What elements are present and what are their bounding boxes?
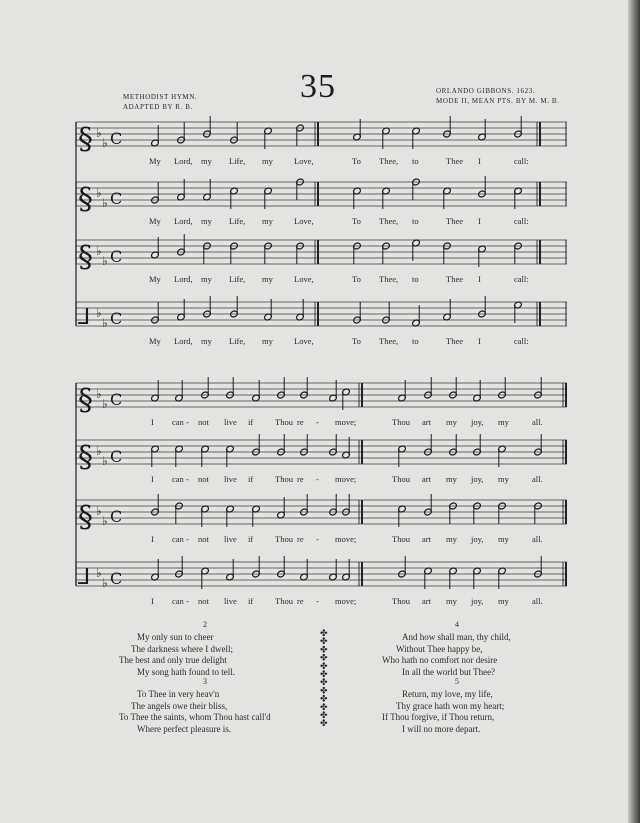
- flat-icon: ♭: [96, 126, 102, 140]
- staff: [76, 434, 567, 475]
- flat-icon: ♭: [96, 387, 102, 401]
- lyric-syllable: my: [498, 596, 509, 606]
- common-time-icon: C: [110, 390, 123, 409]
- lyric-syllable: all.: [532, 417, 543, 427]
- lyric-syllable: can: [172, 474, 184, 484]
- lyric-syllable: re: [297, 474, 304, 484]
- source-left-line: ADAPTED BY R. B.: [123, 103, 193, 111]
- lyric-syllable: my: [446, 534, 457, 544]
- lyric-syllable: Thou: [275, 596, 293, 606]
- lyric-syllable: my: [498, 474, 509, 484]
- ornament-icon: ✤: [320, 645, 328, 656]
- lyric-syllable: Lord,: [174, 336, 193, 346]
- common-time-icon: C: [110, 129, 123, 148]
- flat-icon: ♭: [102, 254, 108, 268]
- bass-clef-icon: ⅃: [78, 305, 91, 330]
- lyric-syllable: -: [316, 474, 319, 484]
- ornament-icon: ✤: [320, 686, 328, 697]
- lyric-syllable: my: [498, 417, 509, 427]
- treble-clef-icon: §: [78, 240, 93, 275]
- lyric-syllable: Thee,: [379, 156, 399, 166]
- staff: [76, 556, 567, 590]
- lyric-syllable: all.: [532, 474, 543, 484]
- lyric-syllable: Thee: [446, 216, 463, 226]
- common-time-icon: C: [110, 507, 123, 526]
- flat-icon: ♭: [102, 196, 108, 210]
- flat-icon: ♭: [96, 504, 102, 518]
- lyric-syllable: To: [352, 274, 361, 284]
- source-right-line: MODE II, MEAN PTS. BY M. M. B.: [436, 97, 560, 105]
- lyric-syllable: Thee: [446, 274, 463, 284]
- lyric-syllable: Thou: [275, 417, 293, 427]
- lyric-syllable: Love,: [294, 216, 314, 226]
- lyric-syllable: can: [172, 417, 184, 427]
- lyric-syllable: my: [446, 417, 457, 427]
- ornament-icon: ✤: [320, 719, 328, 730]
- lyric-syllable: if: [248, 474, 254, 484]
- lyric-syllable: -: [186, 596, 189, 606]
- ornament-icon: ✤: [320, 711, 328, 721]
- lyric-syllable: Thou: [275, 534, 293, 544]
- flat-icon: ♭: [96, 244, 102, 258]
- lyric-syllable: call:: [514, 336, 529, 346]
- lyric-syllable: Life,: [229, 336, 246, 346]
- flat-icon: ♭: [102, 576, 108, 590]
- lyric-syllable: Thee: [446, 336, 463, 346]
- verse-line: Without Thee happy be,: [396, 643, 483, 654]
- verse-line: Thy grace hath won my heart;: [396, 700, 505, 711]
- lyric-syllable: -: [186, 417, 189, 427]
- lyric-syllable: to: [412, 274, 419, 284]
- ornament-icon: ✤: [320, 670, 328, 680]
- lyric-syllable: re: [297, 417, 304, 427]
- lyric-syllable: call:: [514, 216, 529, 226]
- lyric-syllable: move;: [335, 417, 357, 427]
- verse-number: 3: [203, 677, 207, 686]
- lyric-syllable: art: [422, 534, 431, 544]
- common-time-icon: C: [110, 569, 123, 588]
- verse-line: Return, my love, my life,: [402, 689, 493, 699]
- lyric-syllable: Thou: [392, 596, 410, 606]
- lyric-syllable: I: [478, 336, 481, 346]
- lyric-syllable: call:: [514, 274, 529, 284]
- lyric-syllable: I: [478, 274, 481, 284]
- verse-line: To Thee in very heav'n: [137, 689, 220, 699]
- common-time-icon: C: [110, 247, 123, 266]
- lyric-syllable: Lord,: [174, 274, 193, 284]
- ornament-icon: ✤: [320, 661, 328, 672]
- lyric-syllable: to: [412, 156, 419, 166]
- lyric-syllable: all.: [532, 596, 543, 606]
- verse-line: And how shall man, thy child,: [402, 632, 511, 642]
- lyric-syllable: my: [446, 474, 457, 484]
- lyric-syllable: my: [262, 216, 273, 226]
- flat-icon: ♭: [96, 566, 102, 580]
- flat-icon: ♭: [102, 136, 108, 150]
- lyric-syllable: Life,: [229, 216, 246, 226]
- flat-icon: ♭: [96, 306, 102, 320]
- lyric-syllable: To: [352, 216, 361, 226]
- staff: [76, 116, 567, 157]
- lyric-syllable: -: [316, 534, 319, 544]
- common-time-icon: C: [110, 309, 123, 328]
- source-right-line: ORLANDO GIBBONS. 1623.: [436, 87, 536, 95]
- lyric-syllable: art: [422, 596, 431, 606]
- lyric-syllable: all.: [532, 534, 543, 544]
- lyric-syllable: Love,: [294, 274, 314, 284]
- lyric-syllable: my: [201, 336, 212, 346]
- verse-line: The angels owe their bliss,: [131, 700, 228, 711]
- verse-line: The best and only true delight: [119, 655, 227, 665]
- lyric-syllable: live: [224, 534, 237, 544]
- lyric-syllable: to: [412, 216, 419, 226]
- lyric-syllable: move;: [335, 474, 357, 484]
- common-time-icon: C: [110, 189, 123, 208]
- treble-clef-icon: §: [78, 122, 93, 157]
- lyric-syllable: To: [352, 156, 361, 166]
- staff: [76, 296, 567, 330]
- flat-icon: ♭: [96, 186, 102, 200]
- lyric-syllable: Thou: [275, 474, 293, 484]
- lyric-syllable: my: [262, 156, 273, 166]
- lyric-syllable: if: [248, 596, 254, 606]
- verse-line: The darkness where I dwell;: [131, 643, 233, 654]
- lyric-syllable: Thee,: [379, 336, 399, 346]
- verse-number: 5: [455, 677, 459, 686]
- common-time-icon: C: [110, 447, 123, 466]
- lyric-syllable: not: [198, 417, 209, 427]
- staff: [76, 377, 567, 418]
- lyric-syllable: live: [224, 417, 237, 427]
- verse-number: 2: [203, 620, 207, 629]
- treble-clef-icon: §: [78, 182, 93, 217]
- lyric-syllable: Lord,: [174, 216, 193, 226]
- lyric-syllable: call:: [514, 156, 529, 166]
- lyric-syllable: Thou: [392, 417, 410, 427]
- flat-icon: ♭: [102, 454, 108, 468]
- lyric-syllable: I: [151, 596, 154, 606]
- verse-line: My only sun to cheer: [137, 632, 214, 642]
- treble-clef-icon: §: [78, 383, 93, 418]
- lyric-syllable: not: [198, 534, 209, 544]
- flat-icon: ♭: [102, 316, 108, 330]
- lyric-syllable: I: [478, 216, 481, 226]
- lyric-syllable: My: [149, 216, 161, 226]
- lyric-syllable: art: [422, 474, 431, 484]
- treble-clef-icon: §: [78, 440, 93, 475]
- lyric-syllable: -: [316, 596, 319, 606]
- lyric-syllable: Life,: [229, 274, 246, 284]
- lyric-syllable: Life,: [229, 156, 246, 166]
- flat-icon: ♭: [102, 514, 108, 528]
- staff: [76, 176, 567, 217]
- lyric-syllable: Thee: [446, 156, 463, 166]
- lyric-syllable: my: [262, 336, 273, 346]
- lyric-syllable: -: [316, 417, 319, 427]
- lyric-syllable: my: [201, 274, 212, 284]
- verse-line: Who hath no comfort nor desire: [382, 655, 498, 665]
- flat-icon: ♭: [96, 444, 102, 458]
- lyric-syllable: joy,: [471, 596, 484, 606]
- bass-clef-icon: ⅃: [78, 565, 91, 590]
- staff: [76, 234, 567, 275]
- ornament-icon: ✤: [320, 678, 328, 689]
- lyric-syllable: My: [149, 156, 161, 166]
- hymn-number: 35: [300, 68, 336, 105]
- lyric-syllable: can: [172, 596, 184, 606]
- lyric-syllable: re: [297, 534, 304, 544]
- lyric-syllable: live: [224, 474, 237, 484]
- lyric-syllable: Thee,: [379, 216, 399, 226]
- lyric-syllable: Thee,: [379, 274, 399, 284]
- lyric-syllable: my: [446, 596, 457, 606]
- ornament-icon: ✤: [320, 702, 328, 713]
- lyric-syllable: not: [198, 474, 209, 484]
- lyric-syllable: Thou: [392, 474, 410, 484]
- verse-line: My song hath found to tell.: [137, 666, 235, 677]
- lyric-syllable: can: [172, 534, 184, 544]
- lyric-syllable: I: [478, 156, 481, 166]
- lyric-syllable: live: [224, 596, 237, 606]
- lyric-syllable: Love,: [294, 336, 314, 346]
- lyric-syllable: my: [498, 534, 509, 544]
- lyric-syllable: Thou: [392, 534, 410, 544]
- ornament-icon: ✤: [320, 694, 328, 705]
- lyric-syllable: I: [151, 534, 154, 544]
- ornament-icon: ✤: [320, 637, 328, 648]
- lyric-syllable: Love,: [294, 156, 314, 166]
- staff: [76, 494, 567, 535]
- lyric-syllable: I: [151, 474, 154, 484]
- verse-line: I will no more depart.: [402, 723, 481, 734]
- lyric-syllable: my: [201, 216, 212, 226]
- lyric-syllable: joy,: [471, 474, 484, 484]
- source-left-line: METHODIST HYMN.: [123, 93, 198, 101]
- ornament-icon: ✤: [320, 629, 328, 639]
- lyric-syllable: To: [352, 336, 361, 346]
- lyric-syllable: if: [248, 417, 254, 427]
- lyric-syllable: re: [297, 596, 304, 606]
- lyric-syllable: art: [422, 417, 431, 427]
- lyric-syllable: move;: [335, 534, 357, 544]
- lyric-syllable: joy,: [471, 417, 484, 427]
- verse-line: If Thou forgive, if Thou return,: [382, 712, 495, 722]
- lyric-syllable: not: [198, 596, 209, 606]
- verse-line: In all the world but Thee?: [402, 666, 496, 677]
- lyric-syllable: move;: [335, 596, 357, 606]
- verse-number: 4: [455, 620, 459, 629]
- lyric-syllable: joy,: [471, 534, 484, 544]
- lyric-syllable: My: [149, 336, 161, 346]
- lyric-syllable: -: [186, 534, 189, 544]
- flat-icon: ♭: [102, 397, 108, 411]
- lyric-syllable: I: [151, 417, 154, 427]
- lyric-syllable: Lord,: [174, 156, 193, 166]
- treble-clef-icon: §: [78, 500, 93, 535]
- verse-line: To Thee the saints, whom Thou hast call'd: [119, 712, 271, 722]
- verse-line: Where perfect pleasure is.: [137, 723, 231, 734]
- lyric-syllable: my: [262, 274, 273, 284]
- lyric-syllable: to: [412, 336, 419, 346]
- lyric-syllable: -: [186, 474, 189, 484]
- ornament-icon: ✤: [320, 653, 328, 664]
- lyric-syllable: my: [201, 156, 212, 166]
- lyric-syllable: My: [149, 274, 161, 284]
- lyric-syllable: if: [248, 534, 254, 544]
